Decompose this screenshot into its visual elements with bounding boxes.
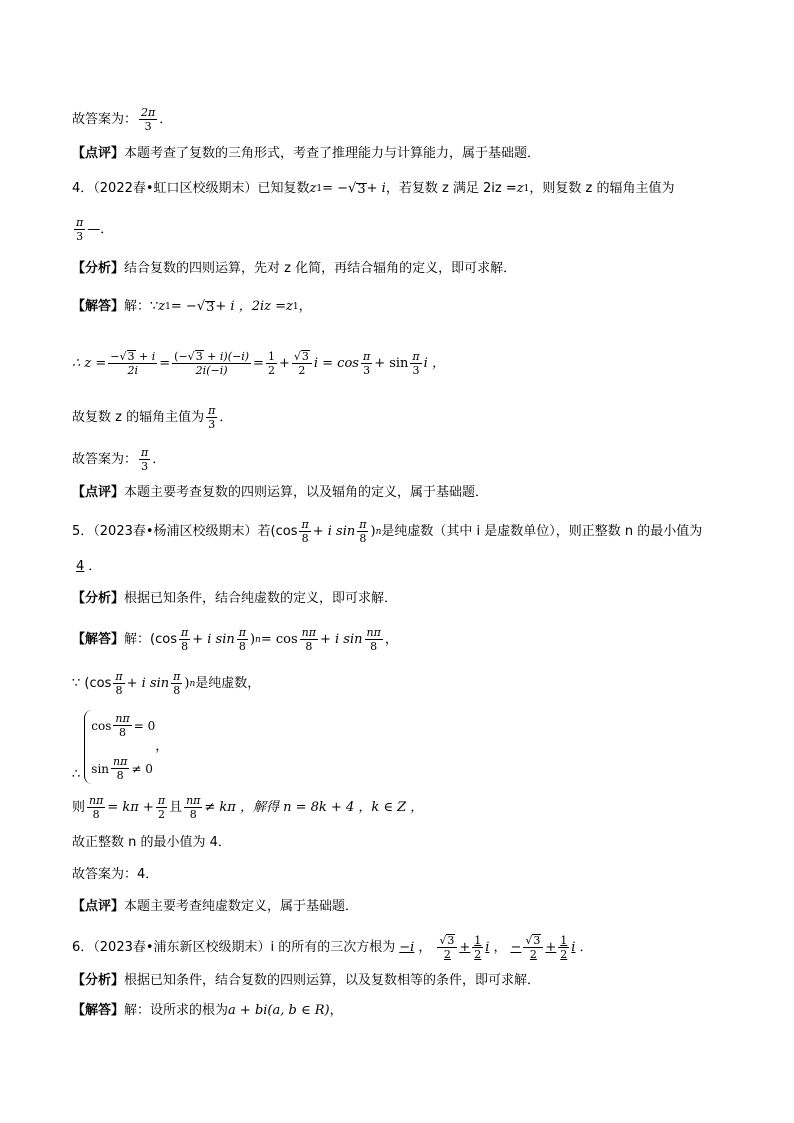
- text-fragment: 3: [533, 934, 541, 947]
- math-part: [108, 350, 157, 364]
- text-fragment: ．: [88, 559, 102, 574]
- text-fragment: 故答案为：: [72, 451, 138, 467]
- text-fragment: −: [110, 350, 120, 363]
- text-fragment: 【解答】: [72, 1003, 125, 1018]
- math-part: [439, 934, 455, 947]
- text-fragment: 8: [370, 640, 378, 653]
- math-part: √: [196, 299, 206, 314]
- text-fragment: + i)(−i): [203, 350, 250, 363]
- math-part: [431, 934, 493, 961]
- text-fragment: z: [309, 181, 317, 196]
- text-fragment: i: [485, 939, 490, 955]
- equation-system-5: [72, 710, 734, 784]
- text-fragment: 解：设所求的根为: [124, 1003, 229, 1018]
- question-4-answer: [72, 216, 734, 243]
- math-part: [292, 350, 312, 364]
- solution-5: [72, 626, 734, 653]
- text-fragment: π: [301, 518, 309, 531]
- text-fragment: +: [545, 939, 557, 955]
- text-fragment: 【分析】: [72, 591, 125, 606]
- text-fragment: π: [141, 446, 149, 459]
- text-fragment: nπ: [115, 712, 130, 725]
- math-part: [292, 350, 312, 377]
- text-fragment: —．: [87, 221, 114, 237]
- text-fragment: π: [173, 670, 181, 683]
- math-part: √: [119, 350, 127, 363]
- text-fragment: 3: [206, 299, 215, 315]
- math-part: [348, 180, 367, 198]
- solution-5-result: [72, 794, 734, 821]
- text-fragment: ∵ (cos: [72, 675, 112, 691]
- math-part: [437, 934, 457, 948]
- text-fragment: + i sin: [319, 631, 363, 647]
- math-part: [237, 626, 248, 653]
- text-fragment: π: [115, 670, 123, 683]
- text-fragment: π: [412, 350, 420, 363]
- text-fragment: 3: [208, 418, 216, 431]
- equation-4: [72, 350, 734, 377]
- math-part: √: [525, 934, 533, 947]
- text-fragment: 3: [127, 350, 135, 363]
- text-fragment: nπ: [366, 626, 381, 639]
- question-6: [72, 934, 734, 961]
- text-fragment: ∴ z =: [72, 355, 107, 371]
- text-fragment: 结合复数的四则运算，先对 z 化简，再结合辐角的定义，即可求解．: [124, 261, 517, 276]
- text-fragment: 3: [301, 350, 309, 363]
- text-fragment: 3: [195, 350, 203, 363]
- text-fragment: +: [278, 355, 290, 371]
- text-fragment: + i ，2iz =: [215, 299, 287, 314]
- text-fragment: ，则复数 z 的辐角主值为: [529, 181, 675, 196]
- math-part: [113, 712, 131, 739]
- math-part: [84, 710, 155, 784]
- answer-line-4: [72, 446, 734, 473]
- text-fragment: n: [375, 526, 382, 537]
- text-fragment: 8: [359, 532, 367, 545]
- math-part: [139, 446, 150, 473]
- text-fragment: 1: [267, 350, 275, 363]
- math-part: [294, 350, 310, 363]
- text-fragment: + i sin: [312, 523, 356, 539]
- math-part: [91, 755, 155, 782]
- text-fragment: ，: [418, 939, 432, 955]
- text-fragment: 故复数 z 的辐角主值为: [72, 409, 205, 425]
- text-fragment: 8: [119, 726, 127, 739]
- math-part: [437, 934, 457, 961]
- math-part: [91, 712, 155, 739]
- solution-4: [72, 298, 734, 316]
- math-part: [108, 350, 157, 377]
- math-part: [506, 934, 579, 961]
- text-fragment: 8: [92, 808, 100, 821]
- text-fragment: 1: [474, 934, 482, 947]
- text-fragment: + i: [366, 181, 386, 196]
- fraction: [139, 106, 157, 133]
- text-fragment: 2: [474, 948, 482, 961]
- analysis-4: [72, 260, 734, 278]
- question-5-answer: [72, 558, 734, 576]
- text-fragment: 【点评】: [72, 146, 125, 161]
- text-fragment: 【分析】: [72, 973, 125, 988]
- text-fragment: 2: [157, 808, 165, 821]
- text-fragment: 根据已知条件，结合复数的四则运算，以及复数相等的条件，即可求解．: [124, 973, 541, 988]
- text-fragment: 2: [560, 948, 568, 961]
- math-part: [523, 934, 543, 961]
- text-fragment: i: [571, 939, 576, 955]
- math-part: [179, 626, 190, 653]
- text-fragment: = cos: [260, 631, 298, 647]
- math-part: [113, 670, 124, 697]
- text-fragment: nπ: [301, 626, 316, 639]
- math-part: [111, 755, 129, 782]
- text-fragment: 【点评】: [72, 485, 125, 500]
- text-fragment: ≠ kπ ，解得 n = 8k + 4 ，k ∈ Z ，: [204, 799, 424, 815]
- text-fragment: 【解答】: [72, 631, 125, 647]
- text-fragment: π: [208, 404, 216, 417]
- text-fragment: 8: [116, 769, 124, 782]
- text-fragment: = −: [322, 181, 349, 196]
- text-fragment: z: [286, 299, 293, 314]
- text-fragment: (−: [174, 350, 188, 363]
- text-fragment: 【分析】: [72, 261, 125, 276]
- text-fragment: 8: [301, 532, 309, 545]
- text-fragment: 5．（2023春•杨浦区校级期末）若(cos: [72, 523, 298, 539]
- text-fragment: 8: [181, 640, 189, 653]
- text-fragment: −i: [399, 939, 415, 955]
- conclusion-5: [72, 834, 734, 852]
- math-part: [361, 350, 372, 377]
- text-fragment: 本题主要考查复数的四则运算，以及辐角的定义，属于基础题．: [124, 485, 489, 500]
- text-fragment: + sin: [374, 355, 409, 371]
- text-fragment: 3: [363, 364, 371, 377]
- math-part: √: [439, 934, 447, 947]
- text-fragment: 故正整数 n 的最小值为 4．: [72, 835, 231, 850]
- text-fragment: 8: [305, 640, 313, 653]
- text-fragment: π: [180, 626, 189, 639]
- text-fragment: 8: [189, 808, 197, 821]
- comment-4: [72, 484, 734, 502]
- text-fragment: ): [184, 675, 190, 691]
- text-fragment: nπ: [113, 755, 128, 768]
- text-fragment: 6．（2023春•浦东新区校级期末）i 的所有的三次方根为: [72, 939, 396, 955]
- math-part: [172, 350, 251, 364]
- text-fragment: 1: [316, 184, 323, 194]
- text-fragment: ，若复数 z 满足 2iz =: [385, 181, 517, 196]
- math-part: [188, 350, 204, 363]
- text: 故答案为：: [72, 111, 138, 127]
- comment-5: [72, 898, 734, 916]
- text-fragment: + i: [135, 350, 156, 363]
- math-part: [410, 350, 421, 377]
- text-fragment: 2i: [127, 364, 139, 377]
- text-fragment: i ，: [423, 355, 445, 371]
- text-fragment: 2i(−i): [195, 364, 228, 377]
- text-fragment: 2π: [141, 106, 156, 119]
- text-fragment: =: [159, 355, 171, 371]
- text-fragment: 则: [72, 799, 86, 815]
- text-fragment: 2: [267, 364, 275, 377]
- text-fragment: z: [158, 299, 166, 314]
- text-fragment: ．: [159, 111, 173, 127]
- math-part: √: [293, 350, 301, 363]
- text-fragment: z: [516, 181, 524, 196]
- text-fragment: sin: [91, 761, 110, 776]
- text-fragment: 且: [169, 799, 183, 815]
- text-fragment: =: [253, 355, 264, 371]
- text-fragment: ．: [152, 451, 166, 467]
- text-fragment: ): [370, 523, 376, 539]
- math-part: [184, 794, 202, 821]
- text-fragment: π: [359, 518, 367, 531]
- text-fragment: a + bi(a, b ∈ R): [228, 1003, 330, 1018]
- text-fragment: 是纯虚数（其中 i 是虚数单位），则正整数 n 的最小值为: [381, 523, 703, 539]
- text-fragment: 4: [76, 559, 85, 574]
- analysis-5: [72, 590, 734, 608]
- text-fragment: + i sin: [126, 675, 170, 691]
- text-fragment: ，: [493, 939, 507, 955]
- text-fragment: 故答案为：4．: [72, 867, 159, 882]
- solution-6: [72, 1002, 734, 1020]
- math-part: [266, 350, 277, 377]
- text-fragment: π: [76, 216, 84, 229]
- math-part: [558, 934, 569, 961]
- text-fragment: ): [249, 631, 256, 647]
- text-fragment: = −: [170, 299, 197, 314]
- text-fragment: 根据已知条件，结合纯虚数的定义，即可求解．: [124, 591, 398, 606]
- math-part: √: [348, 181, 357, 196]
- math-part: [206, 404, 217, 431]
- text-fragment: π: [157, 794, 166, 807]
- text-fragment: ，: [155, 739, 169, 754]
- text-fragment: 1: [292, 302, 299, 312]
- text-fragment: ≠ 0: [131, 761, 153, 776]
- text-fragment: 4．（2022春•虹口区校级期末）已知复数: [72, 181, 310, 196]
- text-fragment: ，: [384, 631, 398, 647]
- text-fragment: nπ: [89, 794, 104, 807]
- text-fragment: 3: [141, 460, 149, 473]
- text-fragment: ．: [219, 409, 233, 425]
- text-fragment: 本题考查了复数的三角形式，考查了推理能力与计算能力，属于基础题．: [124, 146, 541, 161]
- text-fragment: cos: [91, 718, 112, 733]
- text-fragment: 【解答】: [72, 299, 125, 314]
- math-part: [357, 518, 368, 545]
- text-fragment: 8: [173, 684, 181, 697]
- text-fragment: 8: [115, 684, 123, 697]
- math-part: [171, 670, 182, 697]
- math-part: [525, 934, 541, 947]
- conclusion-4: [72, 404, 734, 431]
- text-fragment: 解：(cos: [124, 631, 177, 647]
- math-part: [87, 794, 105, 821]
- text-fragment: = 0: [133, 718, 156, 733]
- text-fragment: n: [255, 634, 261, 645]
- text-fragment: 3: [76, 230, 84, 243]
- math-part: [523, 934, 543, 948]
- text-fragment: 3: [412, 364, 420, 377]
- text-fragment: 3: [357, 181, 366, 197]
- math-part: [172, 350, 251, 377]
- text-fragment: 2: [298, 364, 306, 377]
- text-fragment: nπ: [186, 794, 201, 807]
- answer-line-5: [72, 866, 734, 884]
- text-fragment: 【点评】: [72, 899, 125, 914]
- text-fragment: ∴: [72, 767, 81, 782]
- text-fragment: n: [189, 678, 196, 689]
- text-fragment: 解：∵: [124, 299, 159, 314]
- comment-3: [72, 145, 734, 163]
- question-5: [72, 518, 734, 545]
- text-fragment: i = cos: [313, 355, 359, 371]
- math-part: [120, 350, 136, 363]
- text-fragment: −: [510, 939, 522, 955]
- text-fragment: 2: [443, 948, 451, 961]
- text-fragment: ，: [298, 299, 312, 314]
- math-part: [299, 518, 310, 545]
- math-part: [74, 216, 85, 243]
- question-4: [72, 180, 734, 198]
- text-fragment: 8: [238, 640, 246, 653]
- text-fragment: π: [362, 350, 371, 363]
- text-fragment: 3: [447, 934, 455, 947]
- answer-line-3: [72, 106, 734, 133]
- text-fragment: 1: [165, 302, 171, 312]
- math-part: [365, 626, 383, 653]
- text-fragment: 是纯虚数，: [195, 675, 261, 691]
- solution-5-step: [72, 670, 734, 697]
- text-fragment: +: [459, 939, 471, 955]
- text-fragment: 1: [523, 184, 530, 194]
- text-fragment: 3: [144, 120, 152, 133]
- math-part: √: [187, 350, 195, 363]
- math-part: [472, 934, 483, 961]
- text-fragment: 1: [560, 934, 568, 947]
- text-fragment: + i sin: [192, 631, 235, 647]
- math-part: [197, 298, 216, 316]
- text-fragment: π: [238, 626, 246, 639]
- text-fragment: 2: [529, 948, 537, 961]
- math-part: [156, 794, 167, 821]
- analysis-6: [72, 972, 734, 990]
- text-fragment: = kπ +: [107, 799, 154, 815]
- math-part: [300, 626, 318, 653]
- text-fragment: ，: [329, 1003, 343, 1018]
- text-fragment: 本题主要考查纯虚数定义，属于基础题．: [124, 899, 359, 914]
- text-fragment: ．: [579, 939, 593, 955]
